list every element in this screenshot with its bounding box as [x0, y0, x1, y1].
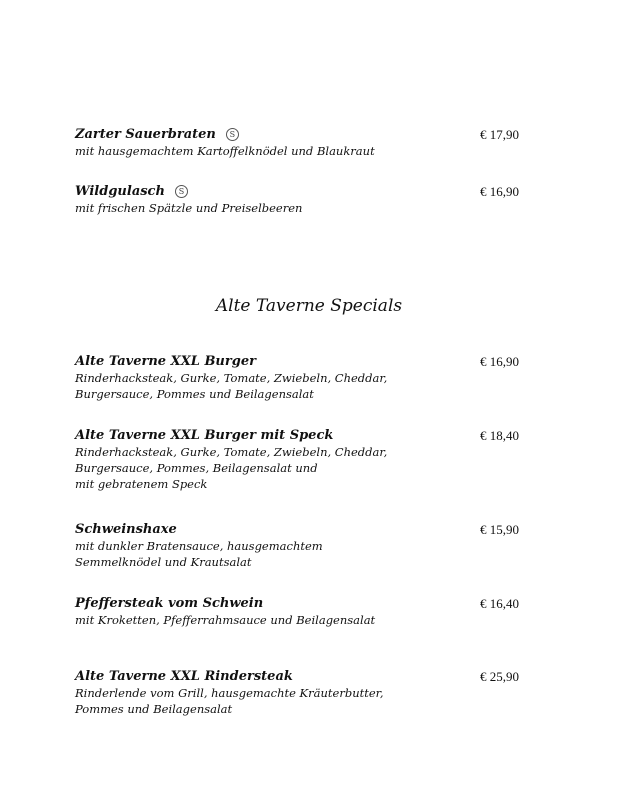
- item-description: mit hausgemachtem Kartoffelknödel und Blaukraut: [75, 144, 375, 158]
- section-heading: Alte Taverne Specials: [215, 296, 403, 316]
- item-price: € 16,90: [480, 184, 519, 199]
- item-price: € 25,90: [480, 669, 519, 684]
- item-price: € 16,40: [480, 596, 519, 611]
- menu-item: [75, 184, 535, 216]
- item-price: € 18,40: [480, 428, 519, 443]
- menu-item: [75, 669, 535, 717]
- item-price: € 15,90: [480, 522, 519, 537]
- item-description: Rinderhacksteak, Gurke, Tomate, Zwiebeln, Cheddar, Burgersauce, Pommes und Beilagensalat: [75, 371, 388, 401]
- item-name: Alte Taverne XXL Burger mit Speck: [75, 428, 334, 443]
- menu-item: [75, 428, 535, 492]
- item-name: Schweinshaxe: [75, 522, 177, 537]
- item-price: € 16,90: [480, 354, 519, 369]
- item-description: Rinderlende vom Grill, hausgemachte Kräuterbutter, Pommes und Beilagensalat: [75, 686, 384, 716]
- menu-item: [75, 127, 535, 159]
- menu-item: [75, 522, 535, 570]
- menu-item: [75, 354, 535, 402]
- special-badge-icon: S: [175, 185, 188, 198]
- item-name: Alte Taverne XXL Burger: [75, 354, 256, 369]
- item-name: Wildgulasch S: [75, 184, 535, 200]
- item-description: mit Kroketten, Pfefferrahmsauce und Beilagensalat: [75, 613, 376, 627]
- item-description: mit dunkler Bratensauce, hausgemachtem Semmelknödel und Krautsalat: [75, 539, 323, 569]
- item-price: € 17,90: [480, 127, 519, 142]
- item-name: Alte Taverne XXL Rindersteak: [75, 669, 293, 684]
- item-name: Zarter Sauerbraten S: [75, 127, 535, 143]
- special-badge-icon: S: [226, 128, 239, 141]
- menu-item: [75, 596, 535, 628]
- item-description: Rinderhacksteak, Gurke, Tomate, Zwiebeln, Cheddar, Burgersauce, Pommes, Beilagensalat und mit gebratenem Speck: [75, 445, 388, 491]
- item-description: mit frischen Spätzle und Preiselbeeren: [75, 201, 303, 215]
- item-name: Pfeffersteak vom Schwein: [75, 596, 264, 611]
